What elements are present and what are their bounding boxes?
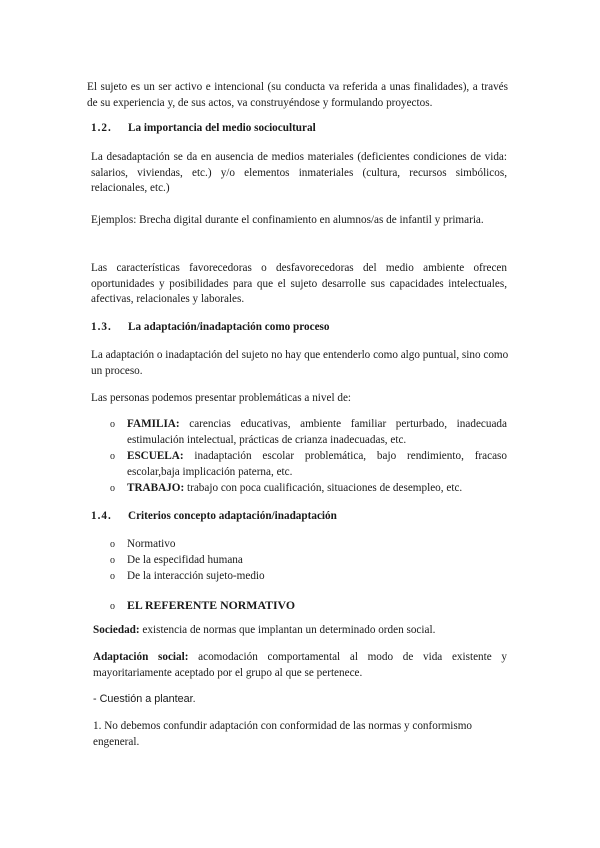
bullet-marker: o bbox=[110, 483, 115, 494]
criteria-item-normativo bbox=[110, 537, 507, 553]
list-item-trabajo bbox=[110, 481, 507, 497]
cuestion-line: - Cuestión a plantear. bbox=[93, 693, 196, 705]
section-1-4-heading bbox=[91, 509, 511, 525]
criteria-item-interaccion bbox=[110, 569, 507, 585]
bullet-marker: o bbox=[110, 419, 115, 430]
criteria-item-text: Normativo bbox=[127, 538, 176, 550]
section-1-3-heading bbox=[91, 320, 511, 336]
section-title: La importancia del medio sociocultural bbox=[128, 122, 316, 134]
sociedad-paragraph bbox=[93, 623, 509, 639]
list-item-text: inadaptación escolar problemática, bajo rendimiento, fracaso escolar,baja implicación paterna, etc. bbox=[127, 450, 507, 478]
list-item-label: FAMILIA: bbox=[127, 418, 180, 430]
criteria-item-especifidad bbox=[110, 553, 507, 569]
point-1-paragraph: 1. No debemos confundir adaptación con conformidad de las normas y conformismo engeneral. bbox=[93, 720, 473, 748]
section-number: 1.3. bbox=[91, 321, 112, 333]
section-1-2-paragraph-1: La desadaptación se da en ausencia de medios materiales (deficientes condiciones de vida: salarios, viviendas, etc.) y/o elementos inmateriales (cultura, recursos simbólicos, relacionales, etc.) bbox=[91, 151, 507, 194]
list-item-text: carencias educativas, ambiente familiar perturbado, inadecuada estimulación intelectual, prácticas de crianza inadecuadas, etc. bbox=[127, 418, 507, 446]
section-title: Criterios concepto adaptación/inadaptación bbox=[128, 510, 337, 522]
bullet-marker: o bbox=[110, 601, 115, 612]
criteria-item-text: De la interacción sujeto-medio bbox=[127, 570, 265, 582]
criteria-item-text: De la especifidad humana bbox=[127, 554, 243, 566]
bullet-marker: o bbox=[110, 451, 115, 462]
term-definition: acomodación comportamental al modo de vida existente y mayoritariamente aceptado por el grupo al que se pertenece. bbox=[93, 651, 507, 679]
bullet-marker: o bbox=[110, 539, 115, 550]
intro-paragraph: El sujeto es un ser activo e intencional (su conducta va referida a unas finalidades), a través de su experiencia y, de sus actos, va construyéndose y formulando proyectos. bbox=[87, 81, 508, 109]
list-item-label: TRABAJO: bbox=[127, 482, 185, 494]
section-number: 1.2. bbox=[91, 122, 112, 134]
term-label: Sociedad: bbox=[93, 624, 140, 636]
list-item-familia bbox=[110, 417, 507, 448]
bullet-marker: o bbox=[110, 571, 115, 582]
list-item-label: ESCUELA: bbox=[127, 450, 184, 462]
section-number: 1.4. bbox=[91, 510, 112, 522]
list-item-escuela bbox=[110, 449, 507, 480]
term-definition: existencia de normas que implantan un determinado orden social. bbox=[139, 624, 436, 636]
section-1-2-heading bbox=[91, 121, 511, 137]
referente-normativo-heading bbox=[110, 598, 507, 615]
section-1-2-paragraph-2: Ejemplos: Brecha digital durante el confinamiento en alumnos/as de infantil y primaria. bbox=[91, 214, 484, 226]
bullet-marker: o bbox=[110, 555, 115, 566]
section-1-3-paragraph-2: Las personas podemos presentar problemáticas a nivel de: bbox=[91, 392, 352, 404]
section-title: La adaptación/inadaptación como proceso bbox=[128, 321, 330, 333]
section-1-3-paragraph-1: La adaptación o inadaptación del sujeto no hay que entenderlo como algo puntual, sino como un proceso. bbox=[91, 349, 509, 377]
adaptacion-social-paragraph bbox=[93, 650, 507, 681]
section-1-2-paragraph-3: Las características favorecedoras o desfavorecedoras del medio ambiente ofrecen oportunidades y posibilidades para que el sujeto desarrolle sus capacidades intelectuales, afectivas, relacionales y laborales. bbox=[91, 262, 507, 305]
term-label: Adaptación social: bbox=[93, 651, 189, 663]
subheading-text: EL REFERENTE NORMATIVO bbox=[127, 598, 296, 612]
list-item-text: trabajo con poca cualificación, situaciones de desempleo, etc. bbox=[184, 482, 463, 494]
